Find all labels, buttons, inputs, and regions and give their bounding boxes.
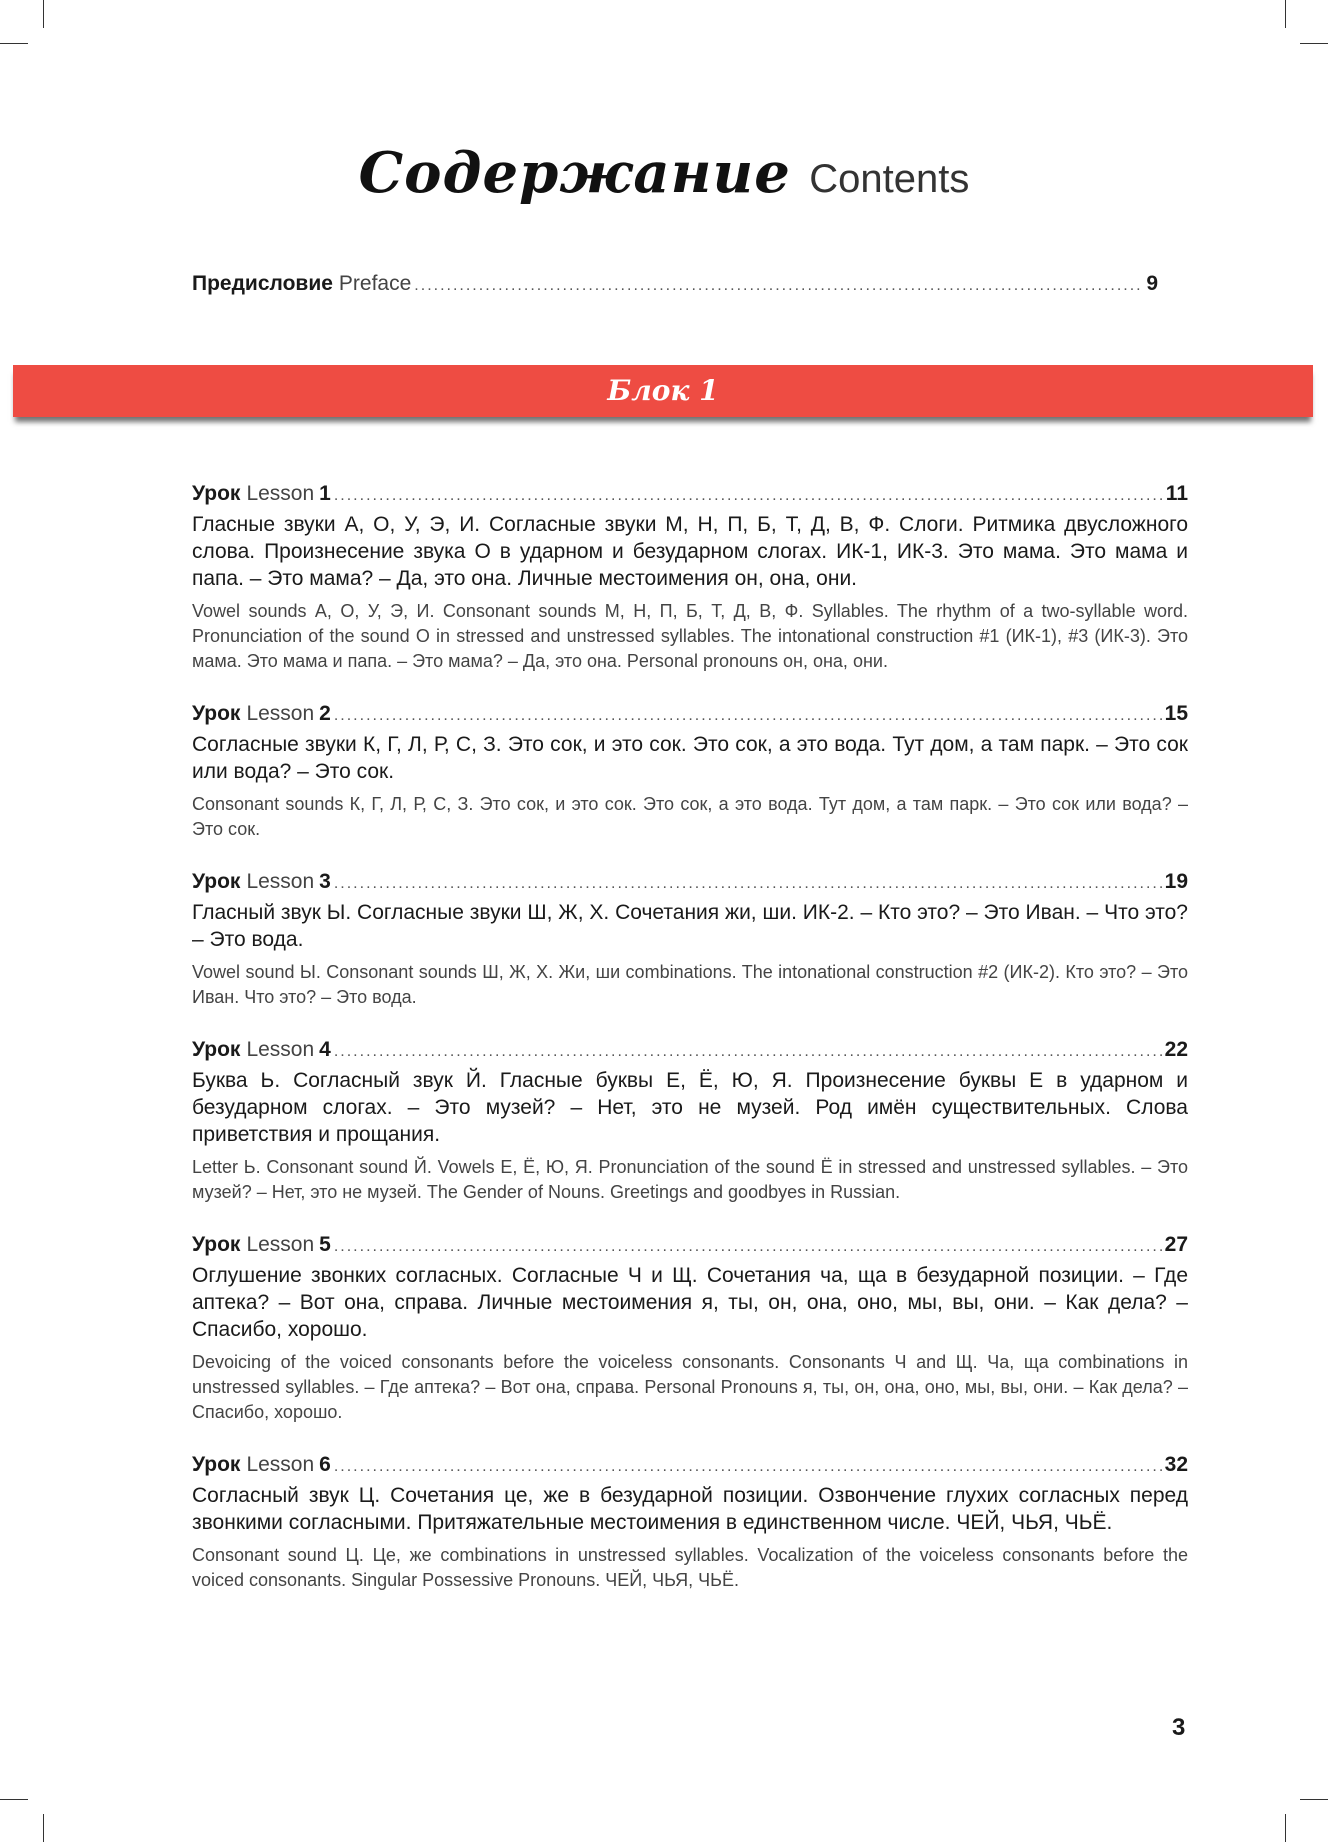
lesson-description-en: Vowel sounds А, О, У, Э, И. Consonant sounds М, Н, П, Б, Т, Д, В, Ф. Syllables. The rhythm of a two-syllable word. Pronunciation of the sound О in stressed and unstressed syllables. The intonational construction #1 (ИК-1), #3 (ИК-3). Это мама. Это мама и папа. – Это мама? – Да, это она. Personal pronouns он, она, они.: [192, 601, 1188, 671]
lesson-description-ru: Согласный звук Ц. Сочетания це, же в безударной позиции. Озвончение глухих согласных перед звонкими согласными. Притяжательные местоимения в единственном числе. ЧЕЙ, ЧЬЯ, ЧЬЁ.: [192, 1484, 1188, 1534]
lesson-entry: [192, 700, 1188, 842]
lesson-label-ru: Урок: [192, 702, 241, 725]
lesson-description-ru: Гласные звуки А, О, У, Э, И. Согласные звуки М, Н, П, Б, Т, Д, В, Ф. Слоги. Ритмика двусложного слова. Произнесение звука О в ударном и безударном слогах. ИК-1, ИК-3. Это мама. Это мама и папа. – Это мама? – Да, это она. Личные местоимения он, она, они.: [192, 513, 1188, 590]
lesson-number: 2: [319, 702, 331, 725]
lesson-heading[interactable]: [192, 1231, 1188, 1261]
page-number: 3: [1172, 1714, 1186, 1741]
block-header: [13, 365, 1313, 417]
lesson-number: 5: [319, 1233, 331, 1256]
lesson-label-en: Lesson: [246, 1233, 315, 1256]
dot-leader: [334, 702, 1162, 730]
crop-mark: [1285, 1814, 1286, 1842]
lesson-description-ru: Оглушение звонких согласных. Согласные Ч и Щ. Сочетания ча, ща в безударной позиции. – Где аптека? – Вот она, справа. Личные местоимения я, ты, он, она, оно, мы, вы, они. – Как дела? – Спасибо, хорошо.: [192, 1264, 1188, 1341]
crop-mark: [0, 43, 28, 44]
dot-leader: [334, 1233, 1162, 1261]
lesson-label-ru: Урок: [192, 482, 241, 505]
lesson-entry: [192, 1036, 1188, 1205]
title-en: Contents: [809, 157, 970, 201]
toc-entry-preface[interactable]: [192, 270, 1158, 300]
lesson-description-en: Letter Ь. Consonant sound Й. Vowels Е, Ё, Ю, Я. Pronunciation of the sound Ё in stressed and unstressed syllables. – Это музей? – Нет, это не музей. The Gender of Nouns. Greetings and goodbyes in Russian.: [192, 1157, 1188, 1202]
lesson-label-en: Lesson: [246, 482, 315, 505]
lesson-description-en: Devoicing of the voiced consonants before the voiceless consonants. Consonants Ч and Щ. Ча, ща combinations in unstressed syllables. – Где аптека? – Вот она, справа. Personal Pronouns я, ты, он, она, оно, мы, вы, они. – Как дела? – Спасибо, хорошо.: [192, 1352, 1188, 1422]
lesson-label-ru: Урок: [192, 870, 241, 893]
lesson-page: 11: [1165, 482, 1188, 505]
lesson-page: 32: [1164, 1453, 1188, 1476]
lesson-page: 19: [1164, 870, 1188, 893]
dot-leader: [334, 1038, 1162, 1066]
crop-mark: [0, 1799, 28, 1800]
lesson-label-ru: Урок: [192, 1038, 241, 1061]
preface-page: 9: [1146, 272, 1158, 295]
crop-mark: [1285, 0, 1286, 28]
lesson-heading[interactable]: [192, 700, 1188, 730]
lesson-description-en: Vowel sound Ы. Consonant sounds Ш, Ж, Х. Жи, ши combinations. The intonational construction #2 (ИК-2). Кто это? – Это Иван. Что это? – Это вода.: [192, 962, 1188, 1007]
lesson-page: 22: [1164, 1038, 1188, 1061]
dot-leader: [334, 482, 1163, 510]
lesson-label-en: Lesson: [246, 1453, 315, 1476]
lesson-label-ru: Урок: [192, 1233, 241, 1256]
lesson-description-ru: Согласные звуки К, Г, Л, Р, С, З. Это сок, и это сок. Это сок, а это вода. Тут дом, а там парк. – Это сок или вода? – Это сок.: [192, 733, 1188, 783]
title-ru: Содержание: [358, 140, 791, 206]
lesson-label-en: Lesson: [246, 870, 315, 893]
preface-label-ru: Предисловие: [192, 272, 333, 295]
lesson-label-ru: Урок: [192, 1453, 241, 1476]
lesson-entry: [192, 1451, 1188, 1593]
lesson-heading[interactable]: [192, 1451, 1188, 1481]
lesson-description-en: Consonant sound Ц. Це, же combinations in unstressed syllables. Vocalization of the voiceless consonants before the voiced consonants. Singular Possessive Pronouns. ЧЕЙ, ЧЬЯ, ЧЬЁ.: [192, 1545, 1188, 1590]
dot-leader: [414, 272, 1143, 300]
lesson-page: 27: [1164, 1233, 1188, 1256]
crop-mark: [1300, 43, 1328, 44]
lesson-entry: [192, 480, 1188, 674]
lesson-list: [192, 480, 1188, 1619]
lesson-number: 3: [319, 870, 331, 893]
lesson-label-en: Lesson: [246, 702, 315, 725]
lesson-description-en: Consonant sounds К, Г, Л, Р, С, З. Это сок, и это сок. Это сок, а это вода. Тут дом, а там парк. – Это сок или вода? – Это сок.: [192, 794, 1188, 839]
dot-leader: [334, 1453, 1162, 1481]
preface-label-en: Preface: [338, 272, 412, 295]
lesson-label-en: Lesson: [246, 1038, 315, 1061]
lesson-heading[interactable]: [192, 868, 1188, 898]
lesson-number: 1: [319, 482, 331, 505]
lesson-description-ru: Буква Ь. Согласный звук Й. Гласные буквы Е, Ё, Ю, Я. Произнесение буквы Е в ударном и безударном слогах. – Это музей? – Нет, это не музей. Род имён существительных. Слова приветствия и прощания.: [192, 1069, 1188, 1146]
lesson-entry: [192, 868, 1188, 1010]
crop-mark: [1300, 1799, 1328, 1800]
lesson-heading[interactable]: [192, 480, 1188, 510]
lesson-number: 4: [319, 1038, 331, 1061]
lesson-heading[interactable]: [192, 1036, 1188, 1066]
dot-leader: [334, 870, 1162, 898]
lesson-description-ru: Гласный звук Ы. Согласные звуки Ш, Ж, Х. Сочетания жи, ши. ИК-2. – Кто это? – Это Иван. – Что это? – Это вода.: [192, 901, 1188, 951]
lesson-entry: [192, 1231, 1188, 1425]
crop-mark: [43, 1814, 44, 1842]
page-title: [0, 140, 1328, 206]
lesson-page: 15: [1164, 702, 1188, 725]
lesson-number: 6: [319, 1453, 331, 1476]
block-title: Блок 1: [607, 374, 719, 407]
crop-mark: [43, 0, 44, 28]
